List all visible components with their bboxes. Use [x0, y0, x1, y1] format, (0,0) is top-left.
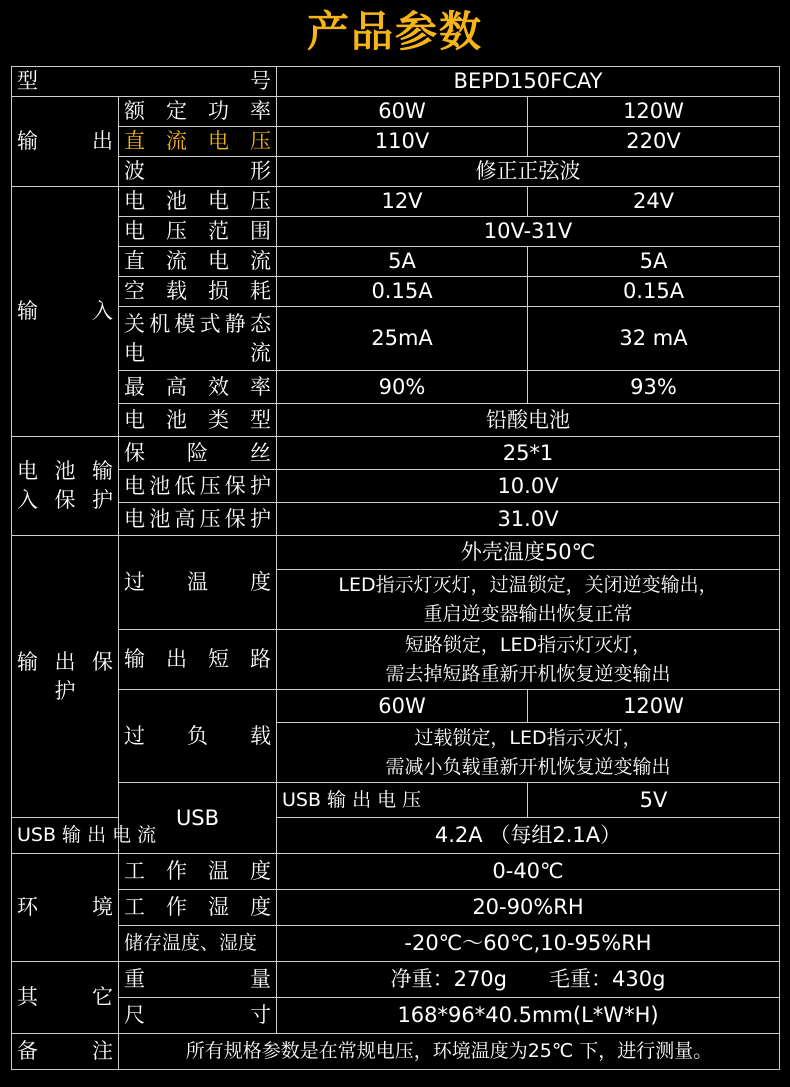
- input-group-label: 输 入: [12, 187, 119, 437]
- table-row: [12, 890, 780, 926]
- weight-value: 净重：270g 毛重：430g: [277, 962, 780, 998]
- other-group-label: 其 它: [12, 962, 119, 1034]
- work-temp-value: 0-40℃: [277, 854, 780, 890]
- table-row: [12, 854, 780, 890]
- max-efficiency-b: 93%: [528, 371, 780, 404]
- high-voltage-protect-value: 31.0V: [277, 503, 780, 536]
- output-voltage-a: 110V: [277, 127, 528, 157]
- size-label: 尺 寸: [119, 998, 277, 1034]
- overload-detail: [277, 723, 780, 783]
- table-row: [12, 217, 780, 247]
- max-efficiency-a: 90%: [277, 371, 528, 404]
- dc-current-a: 5A: [277, 247, 528, 277]
- usb-voltage-value: 5V: [528, 783, 780, 818]
- work-temp-label: 工 作 温 度: [119, 854, 277, 890]
- table-row: [12, 127, 780, 157]
- note-value: 所有规格参数是在常规电压，环境温度为25℃ 下，进行测量。: [119, 1034, 780, 1070]
- battery-voltage-a: 12V: [277, 187, 528, 217]
- note-label: 备 注: [12, 1034, 119, 1070]
- battery-type-value: 铅酸电池: [277, 404, 780, 437]
- table-row: [12, 783, 780, 818]
- output-protect-group-label: [12, 536, 119, 818]
- over-temp-label: 过 温 度: [119, 536, 277, 630]
- table-row: [12, 307, 780, 371]
- overload-value-2: 需减小负载重新开机恢复逆变输出: [385, 755, 671, 778]
- standby-current-label-line1: 关机模式静态: [124, 311, 271, 336]
- low-voltage-protect-label: 电池低压保护: [119, 470, 277, 503]
- high-voltage-protect-label: 电池高压保护: [119, 503, 277, 536]
- waveform-value: 修正正弦波: [277, 157, 780, 187]
- overload-value-1: 过载锁定，LED指示灭灯，: [414, 726, 642, 749]
- table-row: [12, 503, 780, 536]
- model-label: 型 号: [12, 67, 277, 97]
- noload-loss-a: 0.15A: [277, 277, 528, 307]
- table-row: [12, 1034, 780, 1070]
- table-row: [12, 371, 780, 404]
- table-row: [12, 998, 780, 1034]
- overload-a: 60W: [277, 690, 528, 723]
- output-voltage-b: 220V: [528, 127, 780, 157]
- battery-protect-group-line2: 入 保 护: [17, 488, 113, 512]
- usb-group-label: USB: [119, 783, 277, 854]
- table-row: [12, 404, 780, 437]
- usb-voltage-label: USB 输 出 电 压: [277, 783, 528, 818]
- over-temp-value-2: LED指示灯灭灯，过温锁定，关闭逆变输出，: [338, 573, 718, 596]
- storage-value: -20℃～60℃,10-95%RH: [277, 926, 780, 962]
- standby-current-a: 25mA: [277, 307, 528, 371]
- rated-power-b: 120W: [528, 97, 780, 127]
- usb-current-value: 4.2A （每组2.1A）: [277, 818, 780, 854]
- output-voltage-label: 直 流 电 压: [119, 127, 277, 157]
- dc-current-b: 5A: [528, 247, 780, 277]
- spec-table: [11, 66, 780, 1070]
- short-circuit-label: 输 出 短 路: [119, 630, 277, 690]
- env-group-label: 环 境: [12, 854, 119, 962]
- table-row: [12, 437, 780, 470]
- output-group-label: 输 出: [12, 97, 119, 187]
- battery-voltage-label: 电 池 电 压: [119, 187, 277, 217]
- work-humidity-value: 20-90%RH: [277, 890, 780, 926]
- max-efficiency-label: 最 高 效 率: [119, 371, 277, 404]
- table-row: [12, 187, 780, 217]
- over-temp-value-1: 外壳温度50℃: [277, 536, 780, 570]
- overload-b: 120W: [528, 690, 780, 723]
- work-humidity-label: 工 作 湿 度: [119, 890, 277, 926]
- table-row: [12, 277, 780, 307]
- table-row: [12, 470, 780, 503]
- page-title: 产品参数: [306, 7, 483, 56]
- size-value: 168*96*40.5mm(L*W*H): [277, 998, 780, 1034]
- short-circuit-value-1: 短路锁定，LED指示灯灭灯，: [404, 633, 652, 656]
- rated-power-a: 60W: [277, 97, 528, 127]
- table-row: [12, 926, 780, 962]
- battery-protect-group-line1: 电 池 输: [17, 459, 113, 483]
- noload-loss-b: 0.15A: [528, 277, 780, 307]
- short-circuit-value-2: 需去掉短路重新开机恢复逆变输出: [385, 662, 671, 685]
- voltage-range-value: 10V-31V: [277, 217, 780, 247]
- table-row: [12, 97, 780, 127]
- table-row: [12, 630, 780, 690]
- output-protect-group-line1: 输 出 保: [17, 649, 113, 674]
- voltage-range-label: 电 压 范 围: [119, 217, 277, 247]
- output-protect-group-line2: 护: [54, 678, 76, 703]
- battery-type-label: 电 池 类 型: [119, 404, 277, 437]
- standby-current-label: [119, 307, 277, 371]
- weight-label: 重 量: [119, 962, 277, 998]
- battery-voltage-b: 24V: [528, 187, 780, 217]
- table-row: [12, 157, 780, 187]
- over-temp-value-3: 重启逆变器输出恢复正常: [423, 602, 633, 625]
- model-value: BEPD150FCAY: [277, 67, 780, 97]
- dc-current-label: 直 流 电 流: [119, 247, 277, 277]
- battery-protect-group-label: [12, 437, 119, 536]
- fuse-label: 保 险 丝: [119, 437, 277, 470]
- table-row: [12, 67, 780, 97]
- noload-loss-label: 空 载 损 耗: [119, 277, 277, 307]
- short-circuit-detail: [277, 630, 780, 690]
- waveform-label: 波 形: [119, 157, 277, 187]
- table-row: [12, 690, 780, 723]
- standby-current-b: 32 mA: [528, 307, 780, 371]
- table-row: [12, 962, 780, 998]
- over-temp-detail: [277, 570, 780, 630]
- standby-current-label-line2: 电 流: [124, 340, 271, 365]
- overload-label: 过 负 载: [119, 690, 277, 783]
- low-voltage-protect-value: 10.0V: [277, 470, 780, 503]
- fuse-value: 25*1: [277, 437, 780, 470]
- table-row: [12, 536, 780, 570]
- table-row: [12, 247, 780, 277]
- rated-power-label: 额 定 功 率: [119, 97, 277, 127]
- usb-current-label: USB 输 出 电 流: [12, 818, 119, 854]
- storage-label: 储存温度、湿度: [119, 926, 277, 962]
